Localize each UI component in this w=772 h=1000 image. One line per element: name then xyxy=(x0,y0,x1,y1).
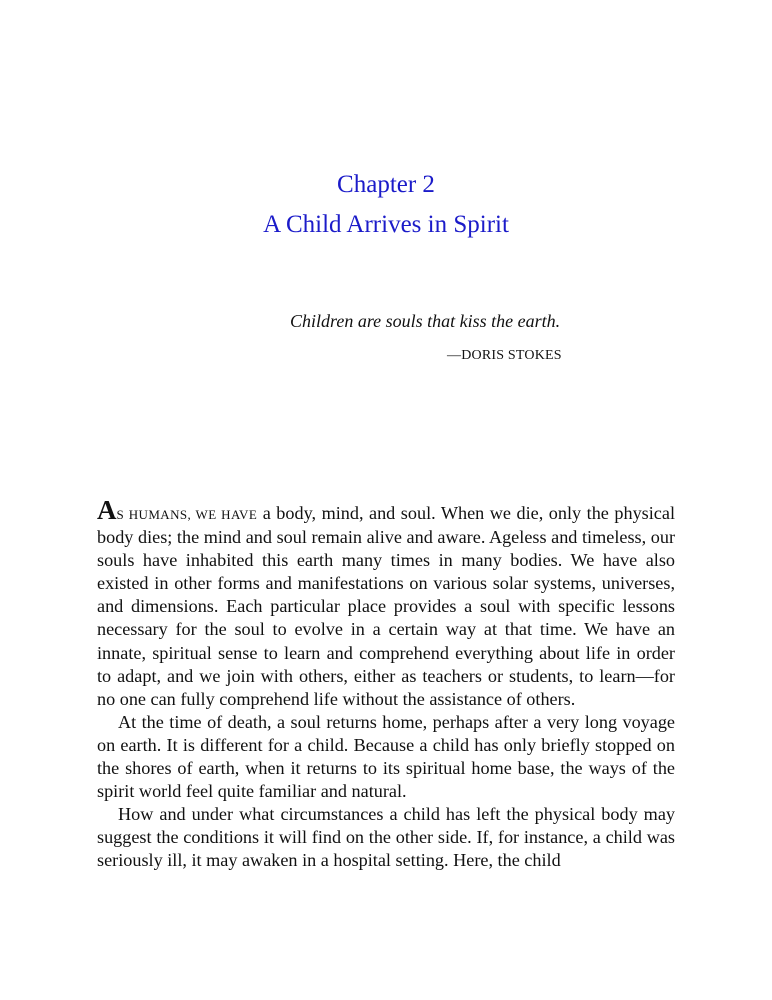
drop-initial: A xyxy=(97,495,117,525)
paragraph-2: At the time of death, a soul returns home, perhaps after a very long voyage on earth. It is different for a child. Because a child has only briefly stopped on the shores of earth, when it returns to its spiritual home base, the ways of the spirit world feel quite familiar and natural. xyxy=(97,711,675,802)
chapter-title: A Child Arrives in Spirit xyxy=(263,211,509,238)
paragraph-1 xyxy=(97,495,676,711)
epigraph-attribution: —DORIS STOKES xyxy=(447,348,562,363)
chapter-number: Chapter 2 xyxy=(337,171,435,198)
paragraph-1-text: a body, mind, and soul. When we die, only the physical body dies; the mind and soul remain alive and aware. Ageless and timeless, our souls have inhabited this earth many times in many bodies. We have also existed in other forms and manifestations on various solar systems, universes, and dimensions. Each particular place provides a soul with specific lessons necessary for the soul to evolve in a certain way at that time. We have an innate, spiritual sense to learn and comprehend everything about life in order to adapt, and we join with others, either as teachers or students, to learn—for no one can fully comprehend life without the assistance of others. xyxy=(97,503,676,709)
paragraph-3: How and under what circumstances a child has left the physical body may suggest the conditions it will find on the other side. If, for instance, a child was seriously ill, it may awaken in a hospital setting. Here, the child xyxy=(97,804,675,871)
body-text xyxy=(97,495,676,873)
epigraph-quote: Children are souls that kiss the earth. xyxy=(290,311,561,331)
lead-in-smallcaps: S HUMANS, WE HAVE xyxy=(116,507,258,522)
